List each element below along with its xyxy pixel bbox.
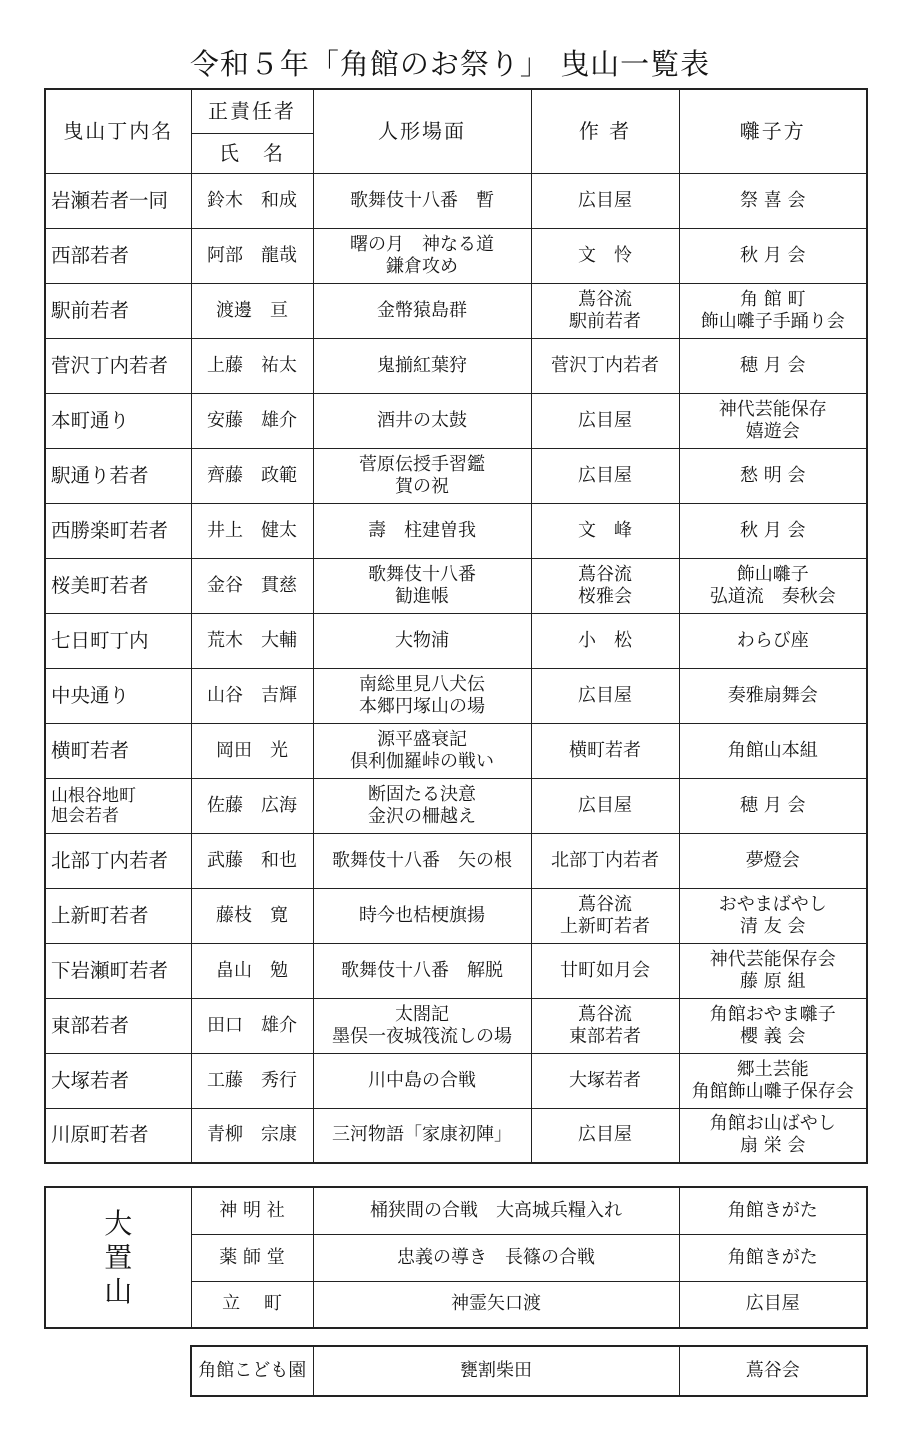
cell-team: 上新町若者 xyxy=(45,888,191,943)
header-music: 囃子方 xyxy=(679,89,867,173)
cell-music-line: 角 館 町 xyxy=(740,288,806,310)
cell-name: 田口 雄介 xyxy=(191,998,313,1053)
cell-scene-line: 本郷円塚山の場 xyxy=(359,695,485,717)
table-row xyxy=(45,668,867,723)
cell-team: 岩瀬若者一同 xyxy=(45,173,191,228)
cell-author-line: 北部丁内若者 xyxy=(551,849,659,871)
cell-music xyxy=(679,998,867,1053)
cell-scene xyxy=(313,1053,531,1108)
cell-scene xyxy=(313,613,531,668)
header-responsible: 正責任者 xyxy=(191,89,313,133)
cell-author xyxy=(531,283,679,338)
cell-music xyxy=(679,723,867,778)
cell-scene-line: 歌舞伎十八番 暫 xyxy=(350,189,494,211)
cell-music-line: 藤 原 組 xyxy=(740,970,806,992)
cell-music-line: 穂 月 会 xyxy=(740,794,806,816)
cell-scene-line: 墨俣一夜城筏流しの場 xyxy=(332,1025,512,1047)
cell-scene-line: 断固たる決意 xyxy=(368,783,476,805)
cell-scene xyxy=(313,393,531,448)
table-row xyxy=(45,778,867,833)
okiyama-place: 神 明 社 xyxy=(191,1187,313,1234)
cell-scene xyxy=(313,228,531,283)
cell-music-line: 夢燈会 xyxy=(745,849,800,871)
cell-scene-line: 歌舞伎十八番 解脱 xyxy=(341,959,503,981)
cell-music-line: 神代芸能保存会 xyxy=(709,948,836,970)
header-scene: 人形場面 xyxy=(313,89,531,173)
cell-music xyxy=(679,338,867,393)
cell-scene-line: 壽 柱建曽我 xyxy=(368,519,476,541)
cell-music xyxy=(679,1108,867,1163)
cell-author-line: 桜雅会 xyxy=(578,585,632,607)
cell-scene-line: 倶利伽羅峠の戦い xyxy=(350,750,494,772)
cell-music-line: 嬉遊会 xyxy=(745,420,800,442)
cell-name: 金谷 貫慈 xyxy=(191,558,313,613)
cell-name: 工藤 秀行 xyxy=(191,1053,313,1108)
okiyama-author: 角館きがた xyxy=(679,1187,867,1234)
cell-author-line: 広目屋 xyxy=(578,684,632,706)
okiyama-table xyxy=(44,1186,868,1329)
cell-author xyxy=(531,833,679,888)
table-row xyxy=(45,228,867,283)
cell-name: 荒木 大輔 xyxy=(191,613,313,668)
table-row xyxy=(45,503,867,558)
cell-music-line: 角館山本組 xyxy=(727,739,818,761)
cell-author xyxy=(531,173,679,228)
cell-author-line: 小 松 xyxy=(578,629,632,651)
cell-music-line: 櫻 義 会 xyxy=(740,1025,806,1047)
cell-author-line: 広目屋 xyxy=(578,1124,632,1146)
cell-scene-line: 金幣猿島群 xyxy=(377,299,467,321)
cell-name: 武藤 和也 xyxy=(191,833,313,888)
cell-author xyxy=(531,668,679,723)
cell-author-line: 廿町如月会 xyxy=(560,959,650,981)
cell-author xyxy=(531,338,679,393)
okiyama-scene: 忠義の導き 長篠の合戦 xyxy=(313,1234,679,1281)
cell-scene xyxy=(313,668,531,723)
cell-name: 鈴木 和成 xyxy=(191,173,313,228)
cell-music xyxy=(679,558,867,613)
cell-scene xyxy=(313,283,531,338)
cell-author xyxy=(531,228,679,283)
okiyama-label-char: 山 xyxy=(104,1274,133,1308)
cell-team: 西勝楽町若者 xyxy=(45,503,191,558)
cell-author-line: 駅前若者 xyxy=(569,310,641,332)
table-row xyxy=(45,1108,867,1163)
kindergarten-row xyxy=(191,1346,867,1396)
cell-author-line: 菅沢丁内若者 xyxy=(551,354,659,376)
okiyama-row xyxy=(45,1187,867,1234)
table-row xyxy=(45,998,867,1053)
okiyama-label xyxy=(45,1187,191,1328)
cell-author-line: 横町若者 xyxy=(569,739,641,761)
cell-author-line: 蔦谷流 xyxy=(578,288,632,310)
table-row xyxy=(45,833,867,888)
cell-team: 東部若者 xyxy=(45,998,191,1053)
cell-scene xyxy=(313,998,531,1053)
cell-scene xyxy=(313,778,531,833)
cell-scene xyxy=(313,723,531,778)
cell-author-line: 文 峰 xyxy=(578,519,632,541)
cell-author-line: 広目屋 xyxy=(578,189,632,211)
cell-scene-line: 歌舞伎十八番 xyxy=(368,563,476,585)
okiyama-author: 角館きがた xyxy=(679,1234,867,1281)
table-row xyxy=(45,173,867,228)
cell-music-line: 祭 喜 会 xyxy=(740,189,806,211)
cell-music xyxy=(679,173,867,228)
cell-scene xyxy=(313,1108,531,1163)
okiyama-scene: 桶狭間の合戦 大高城兵糧入れ xyxy=(313,1187,679,1234)
cell-music-line: 奏雅扇舞会 xyxy=(727,684,818,706)
table-row xyxy=(45,943,867,998)
cell-team: 七日町丁内 xyxy=(45,613,191,668)
kindergarten-table xyxy=(190,1345,868,1397)
cell-music xyxy=(679,283,867,338)
cell-music-line: 飾山囃子 xyxy=(736,563,809,585)
cell-name: 青柳 宗康 xyxy=(191,1108,313,1163)
cell-author-line: 東部若者 xyxy=(569,1025,641,1047)
cell-music-line: 郷土芸能 xyxy=(736,1058,809,1080)
table-row xyxy=(45,448,867,503)
cell-scene-line: 三河物語「家康初陣」 xyxy=(332,1124,512,1146)
table-row xyxy=(45,613,867,668)
cell-author-line: 広目屋 xyxy=(578,409,632,431)
cell-scene-line: 酒井の太鼓 xyxy=(377,409,467,431)
header-author: 作 者 xyxy=(531,89,679,173)
cell-name: 井上 健太 xyxy=(191,503,313,558)
cell-author xyxy=(531,723,679,778)
table-row xyxy=(45,558,867,613)
cell-scene-line: 曙の月 神なる道 xyxy=(350,233,494,255)
cell-team: 菅沢丁内若者 xyxy=(45,338,191,393)
cell-music-line: 飾山囃子手踊り会 xyxy=(700,310,845,332)
cell-scene-line: 歌舞伎十八番 矢の根 xyxy=(332,849,512,871)
cell-team: 中央通り xyxy=(45,668,191,723)
cell-name: 齊藤 政範 xyxy=(191,448,313,503)
cell-music-line: 清 友 会 xyxy=(740,915,806,937)
cell-music xyxy=(679,448,867,503)
table-row xyxy=(45,393,867,448)
cell-author xyxy=(531,888,679,943)
okiyama-place: 薬 師 堂 xyxy=(191,1234,313,1281)
cell-author xyxy=(531,613,679,668)
cell-music xyxy=(679,613,867,668)
cell-music-line: 神代芸能保存 xyxy=(718,398,827,420)
okiyama-author: 広目屋 xyxy=(679,1281,867,1328)
cell-author xyxy=(531,448,679,503)
cell-music-line: 弘道流 奏秋会 xyxy=(709,585,836,607)
cell-name: 渡邊 亘 xyxy=(191,283,313,338)
cell-music xyxy=(679,888,867,943)
cell-scene xyxy=(313,888,531,943)
cell-author xyxy=(531,558,679,613)
cell-scene-line: 南総里見八犬伝 xyxy=(359,673,485,695)
cell-team: 桜美町若者 xyxy=(45,558,191,613)
cell-music-line: 穂 月 会 xyxy=(740,354,806,376)
cell-music-line: わらび座 xyxy=(736,629,809,651)
cell-scene-line: 川中島の合戦 xyxy=(368,1069,476,1091)
cell-author-line: 蔦谷流 xyxy=(578,893,632,915)
cell-name: 山谷 吉輝 xyxy=(191,668,313,723)
cell-name: 安藤 雄介 xyxy=(191,393,313,448)
cell-team: 駅前若者 xyxy=(45,283,191,338)
cell-author xyxy=(531,1053,679,1108)
table-row xyxy=(45,1053,867,1108)
cell-author-line: 広目屋 xyxy=(578,794,632,816)
cell-scene-line: 勧進帳 xyxy=(395,585,449,607)
cell-scene-line: 鎌倉攻め xyxy=(386,255,458,277)
table-row xyxy=(45,723,867,778)
kids-author: 蔦谷会 xyxy=(679,1346,867,1396)
cell-scene xyxy=(313,833,531,888)
cell-music-line: 角館飾山囃子保存会 xyxy=(691,1080,854,1102)
table-row xyxy=(45,888,867,943)
cell-music xyxy=(679,228,867,283)
cell-scene-line: 賀の祝 xyxy=(395,475,449,497)
cell-team: 山根谷地町 旭会若者 xyxy=(45,778,191,833)
header-team: 曳山丁内名 xyxy=(45,89,191,173)
cell-music-line: 角館おやま囃子 xyxy=(709,1003,836,1025)
cell-scene-line: 源平盛衰記 xyxy=(377,728,467,750)
cell-team: 西部若者 xyxy=(45,228,191,283)
cell-music xyxy=(679,1053,867,1108)
cell-scene xyxy=(313,558,531,613)
cell-author-line: 上新町若者 xyxy=(560,915,650,937)
cell-scene-line: 時今也桔梗旗揚 xyxy=(359,904,485,926)
okiyama-place: 立 町 xyxy=(191,1281,313,1328)
cell-team: 大塚若者 xyxy=(45,1053,191,1108)
cell-author-line: 蔦谷流 xyxy=(578,1003,632,1025)
cell-music-line: おやまばやし xyxy=(718,893,827,915)
cell-music-line: 角館お山ばやし xyxy=(709,1113,836,1135)
cell-team: 駅通り若者 xyxy=(45,448,191,503)
cell-author-line: 蔦谷流 xyxy=(578,563,632,585)
cell-scene xyxy=(313,448,531,503)
cell-author xyxy=(531,943,679,998)
cell-author xyxy=(531,503,679,558)
cell-music xyxy=(679,778,867,833)
cell-scene-line: 菅原伝授手習鑑 xyxy=(359,453,485,475)
cell-scene-line: 太閤記 xyxy=(395,1003,449,1025)
cell-music xyxy=(679,393,867,448)
cell-name: 上藤 祐太 xyxy=(191,338,313,393)
cell-music xyxy=(679,668,867,723)
cell-author-line: 大塚若者 xyxy=(569,1069,641,1091)
okiyama-scene: 神霊矢口渡 xyxy=(313,1281,679,1328)
cell-music-line: 愁 明 会 xyxy=(740,464,806,486)
cell-music-line: 秋 月 会 xyxy=(740,244,806,266)
table-row xyxy=(45,338,867,393)
cell-author-line: 広目屋 xyxy=(578,464,632,486)
main-float-table xyxy=(44,88,868,1164)
cell-scene-line: 鬼揃紅葉狩 xyxy=(377,354,467,376)
okiyama-label-char: 置 xyxy=(104,1240,133,1274)
cell-scene-line: 大物浦 xyxy=(395,629,449,651)
table-row xyxy=(45,283,867,338)
cell-author-line: 文 怜 xyxy=(578,244,632,266)
cell-music-line: 秋 月 会 xyxy=(740,519,806,541)
cell-team: 本町通り xyxy=(45,393,191,448)
cell-author xyxy=(531,998,679,1053)
cell-author xyxy=(531,393,679,448)
cell-author xyxy=(531,778,679,833)
cell-scene-line: 金沢の柵越え xyxy=(368,805,476,827)
kids-scene: 甕割柴田 xyxy=(313,1346,679,1396)
cell-name: 阿部 龍哉 xyxy=(191,228,313,283)
kids-place: 角館こども園 xyxy=(191,1346,313,1396)
cell-scene xyxy=(313,503,531,558)
cell-name: 佐藤 広海 xyxy=(191,778,313,833)
cell-name: 畠山 勉 xyxy=(191,943,313,998)
cell-team: 横町若者 xyxy=(45,723,191,778)
cell-team: 北部丁内若者 xyxy=(45,833,191,888)
page-title: 令和５年「角館のお祭り」 曳山一覧表 xyxy=(189,47,711,81)
cell-scene xyxy=(313,338,531,393)
okiyama-label-char: 大 xyxy=(104,1206,133,1240)
header-name: 氏 名 xyxy=(191,133,313,173)
cell-team: 下岩瀬町若者 xyxy=(45,943,191,998)
cell-music xyxy=(679,833,867,888)
cell-music xyxy=(679,943,867,998)
cell-music xyxy=(679,503,867,558)
cell-name: 藤枝 寛 xyxy=(191,888,313,943)
cell-author xyxy=(531,1108,679,1163)
cell-team: 川原町若者 xyxy=(45,1108,191,1163)
cell-scene xyxy=(313,173,531,228)
cell-music-line: 扇 栄 会 xyxy=(740,1135,806,1157)
cell-name: 岡田 光 xyxy=(191,723,313,778)
cell-scene xyxy=(313,943,531,998)
